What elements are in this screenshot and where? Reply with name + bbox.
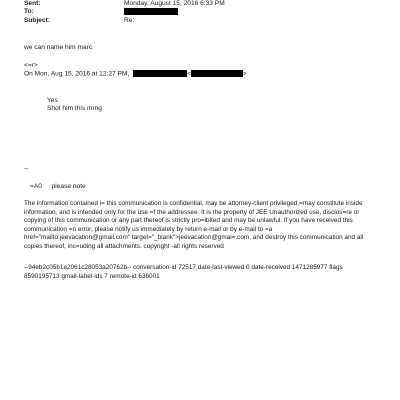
attribution-lt: < (187, 70, 191, 78)
attribution-gt: > (242, 70, 247, 78)
message-metadata: --94eb2c05b1e2061c28053a20762b-- conversation-id 72517 date-last-viewed 0 date-received 1471285977 flags 8590195713 gmail-label-ids 7 remote-id 636001 (24, 264, 343, 280)
to-redaction (124, 8, 178, 15)
sent-label: Sent: (24, 0, 41, 7)
quote-marker: <=r> (24, 62, 38, 69)
subject-row (24, 17, 134, 25)
subject-label: Subject: (24, 17, 51, 24)
confidentiality-disclaimer: The information contained i= this communication is confidential, may be attorney-client privileged,=may constitute inside information, and is intended only for the use =f the addressee. It is the property of JEE Unauthorized use, disclos=re or copying of this communication or any part thereof is strictly pro=ibited and may be unlawful. If you have received this communication =n error, please notify us immediately by return e-mail or by e-mail to =a href="mailto:jeevacation@gmail.com" target="_blank">jeevacation@gmai=.com, and destroy this communication and all copies thereof, inc=uding all attachments. copyright -all rights reserved (24, 200, 364, 250)
note-code: =A0 (30, 183, 42, 190)
note-line (30, 183, 86, 191)
reply-line-yes: Yes (47, 97, 58, 104)
reply-line-shot: Shot him this mrng (47, 105, 102, 112)
sender-email-redaction (191, 70, 243, 77)
to-label: To: (24, 8, 34, 16)
attribution-prefix: On Mon, Aug 15, 2016 at 12:27 PM, (24, 70, 130, 78)
sent-row (24, 0, 225, 8)
signature-dashes: -- (24, 165, 29, 172)
subject-value: Re: (124, 17, 135, 24)
body-line-name: we can name him marc (24, 44, 93, 51)
sent-value: Monday, August 15, 2016 6:33 PM (124, 0, 225, 7)
sender-name-redaction (133, 70, 187, 77)
note-text: please note (51, 183, 86, 190)
quote-attribution (24, 70, 247, 78)
to-row (24, 8, 178, 16)
